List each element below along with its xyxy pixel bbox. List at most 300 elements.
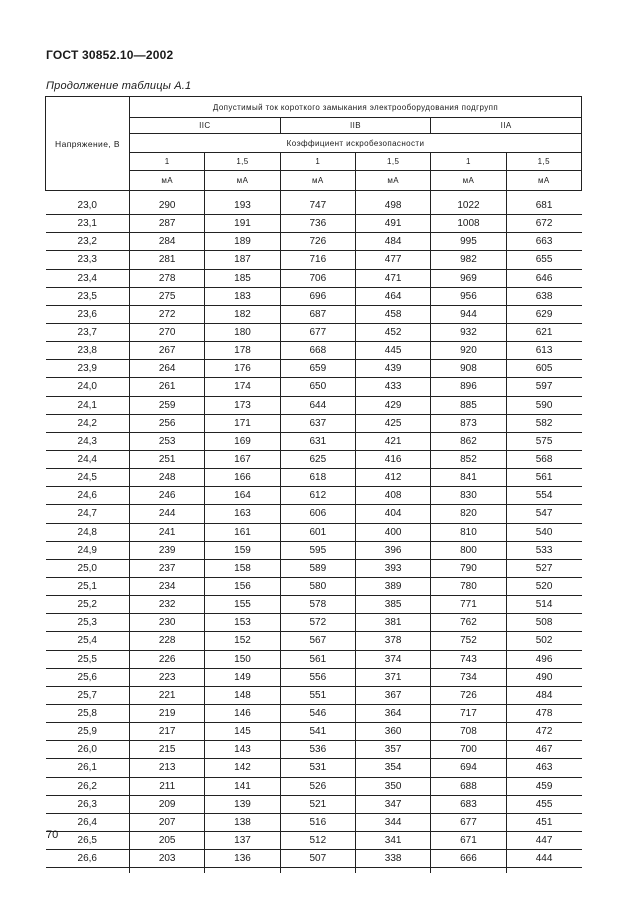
table-row: [46, 360, 582, 378]
current-cell: 790: [431, 559, 506, 577]
current-cell: 455: [506, 795, 581, 813]
table-row: [46, 759, 582, 777]
document-title: ГОСТ 30852.10—2002: [46, 48, 174, 62]
current-cell: 244: [130, 505, 205, 523]
coefficient-value: 1,5: [205, 153, 280, 171]
table-row: [46, 741, 582, 759]
current-cell: 267: [130, 342, 205, 360]
current-cell: 221: [130, 686, 205, 704]
current-cell: 1022: [431, 197, 506, 215]
voltage-cell: 23,1: [46, 215, 130, 233]
current-cell: 445: [355, 342, 430, 360]
voltage-cell: 25,3: [46, 614, 130, 632]
table-row: [46, 723, 582, 741]
current-cell: 659: [280, 360, 355, 378]
current-cell: 275: [130, 287, 205, 305]
current-cell: 156: [205, 577, 280, 595]
table-row: [46, 850, 582, 868]
current-cell: 578: [280, 596, 355, 614]
current-cell: 205: [130, 831, 205, 849]
current-cell: 780: [431, 577, 506, 595]
current-cell: 726: [431, 686, 506, 704]
table-row: [46, 777, 582, 795]
current-cell: 638: [506, 287, 581, 305]
current-cell: 969: [431, 269, 506, 287]
table-row: [46, 197, 582, 215]
current-cell: 747: [280, 197, 355, 215]
table-row: [46, 505, 582, 523]
voltage-cell: 25,2: [46, 596, 130, 614]
table-row: [46, 378, 582, 396]
current-cell: 223: [130, 668, 205, 686]
current-cell: 663: [506, 233, 581, 251]
current-cell: 491: [355, 215, 430, 233]
current-cell: 284: [130, 233, 205, 251]
current-cell: 433: [355, 378, 430, 396]
current-cell: 187: [205, 251, 280, 269]
current-cell: 852: [431, 450, 506, 468]
current-cell: 444: [506, 850, 581, 868]
subgroup-header-iib: IIB: [280, 118, 431, 134]
table-row: [46, 831, 582, 849]
voltage-cell: 26,0: [46, 741, 130, 759]
voltage-cell: 23,0: [46, 197, 130, 215]
current-cell: 458: [355, 305, 430, 323]
current-cell: 612: [280, 487, 355, 505]
current-cell: 498: [355, 197, 430, 215]
current-cell: 471: [355, 269, 430, 287]
current-cell: 217: [130, 723, 205, 741]
voltage-cell: 25,7: [46, 686, 130, 704]
current-cell: 251: [130, 450, 205, 468]
current-cell: 708: [431, 723, 506, 741]
current-cell: 246: [130, 487, 205, 505]
voltage-cell: 26,4: [46, 813, 130, 831]
current-cell: 512: [280, 831, 355, 849]
current-cell: 232: [130, 596, 205, 614]
voltage-cell: 24,1: [46, 396, 130, 414]
current-cell: 463: [506, 759, 581, 777]
current-cell: 677: [280, 323, 355, 341]
voltage-cell: 24,7: [46, 505, 130, 523]
current-cell: 800: [431, 541, 506, 559]
current-cell: 234: [130, 577, 205, 595]
voltage-cell: 23,8: [46, 342, 130, 360]
current-cell: 484: [355, 233, 430, 251]
voltage-cell: 25,1: [46, 577, 130, 595]
table-row: [46, 450, 582, 468]
voltage-cell: 24,8: [46, 523, 130, 541]
current-cell: 367: [355, 686, 430, 704]
voltage-cell: 25,4: [46, 632, 130, 650]
current-cell: 671: [431, 831, 506, 849]
current-cell: 425: [355, 414, 430, 432]
current-cell: 650: [280, 378, 355, 396]
voltage-cell: 24,2: [46, 414, 130, 432]
current-cell: 956: [431, 287, 506, 305]
current-cell: 193: [205, 197, 280, 215]
current-cell: 421: [355, 432, 430, 450]
voltage-cell: 26,5: [46, 831, 130, 849]
current-cell: 150: [205, 650, 280, 668]
current-cell: 364: [355, 704, 430, 722]
current-cell: 514: [506, 596, 581, 614]
current-cell: 163: [205, 505, 280, 523]
current-cell: 241: [130, 523, 205, 541]
table-row: [46, 704, 582, 722]
table-row: [46, 342, 582, 360]
current-cell: 464: [355, 287, 430, 305]
current-cell: 575: [506, 432, 581, 450]
current-cell: 541: [280, 723, 355, 741]
current-cell: 396: [355, 541, 430, 559]
current-cell: 696: [280, 287, 355, 305]
current-cell: 644: [280, 396, 355, 414]
table-row: [46, 414, 582, 432]
current-cell: 932: [431, 323, 506, 341]
current-cell: 259: [130, 396, 205, 414]
current-cell: 272: [130, 305, 205, 323]
current-cell: 447: [506, 831, 581, 849]
current-cell: 873: [431, 414, 506, 432]
current-cell: 180: [205, 323, 280, 341]
current-cell: 554: [506, 487, 581, 505]
current-cell: 605: [506, 360, 581, 378]
voltage-cell: 26,3: [46, 795, 130, 813]
current-cell: 736: [280, 215, 355, 233]
current-cell: 631: [280, 432, 355, 450]
current-cell: 810: [431, 523, 506, 541]
table-row: [46, 305, 582, 323]
current-cell: 944: [431, 305, 506, 323]
current-cell: 841: [431, 469, 506, 487]
current-cell: 237: [130, 559, 205, 577]
voltage-cell: 26,2: [46, 777, 130, 795]
current-cell: 551: [280, 686, 355, 704]
page-number: 70: [46, 829, 59, 841]
current-cell: 516: [280, 813, 355, 831]
current-cell: 706: [280, 269, 355, 287]
current-cell: 261: [130, 378, 205, 396]
current-cell: 490: [506, 668, 581, 686]
current-cell: 668: [280, 342, 355, 360]
current-cell: 153: [205, 614, 280, 632]
current-cell: 618: [280, 469, 355, 487]
voltage-cell: 24,5: [46, 469, 130, 487]
coefficient-value: 1: [280, 153, 355, 171]
table-row: [46, 614, 582, 632]
table-row: [46, 432, 582, 450]
current-cell: 167: [205, 450, 280, 468]
current-cell: 178: [205, 342, 280, 360]
current-cell: 452: [355, 323, 430, 341]
current-cell: 158: [205, 559, 280, 577]
voltage-cell: 23,9: [46, 360, 130, 378]
current-cell: 717: [431, 704, 506, 722]
table-row: [46, 559, 582, 577]
current-cell: 256: [130, 414, 205, 432]
current-cell: 752: [431, 632, 506, 650]
table-row: [46, 269, 582, 287]
current-cell: 182: [205, 305, 280, 323]
voltage-cell: 25,0: [46, 559, 130, 577]
current-cell: 393: [355, 559, 430, 577]
current-cell: 613: [506, 342, 581, 360]
current-cell: 820: [431, 505, 506, 523]
current-cell: 681: [506, 197, 581, 215]
current-cell: 161: [205, 523, 280, 541]
current-cell: 734: [431, 668, 506, 686]
table-row: [46, 287, 582, 305]
voltage-cell: 24,3: [46, 432, 130, 450]
current-cell: 595: [280, 541, 355, 559]
current-cell: 219: [130, 704, 205, 722]
current-cell: 597: [506, 378, 581, 396]
current-cell: 743: [431, 650, 506, 668]
current-cell: 531: [280, 759, 355, 777]
coefficient-header: Коэффициент искробезопасности: [130, 134, 582, 153]
unit-label: мА: [130, 171, 205, 191]
voltage-cell: 26,1: [46, 759, 130, 777]
current-cell: 416: [355, 450, 430, 468]
current-cell: 211: [130, 777, 205, 795]
table-row: [46, 469, 582, 487]
voltage-cell: 25,5: [46, 650, 130, 668]
current-cell: 439: [355, 360, 430, 378]
current-cell: 862: [431, 432, 506, 450]
current-cell: 173: [205, 396, 280, 414]
table-row: [46, 686, 582, 704]
current-cell: 1008: [431, 215, 506, 233]
current-cell: 527: [506, 559, 581, 577]
current-cell: 290: [130, 197, 205, 215]
current-cell: 264: [130, 360, 205, 378]
current-cell: 526: [280, 777, 355, 795]
current-cell: 341: [355, 831, 430, 849]
voltage-cell: 25,8: [46, 704, 130, 722]
current-cell: 536: [280, 741, 355, 759]
current-cell: 655: [506, 251, 581, 269]
coefficient-value: 1: [130, 153, 205, 171]
current-cell: 149: [205, 668, 280, 686]
current-cell: 666: [431, 850, 506, 868]
subgroup-header-iia: IIA: [431, 118, 582, 134]
current-cell: 995: [431, 233, 506, 251]
current-cell: 637: [280, 414, 355, 432]
current-cell: 408: [355, 487, 430, 505]
current-cell: 174: [205, 378, 280, 396]
current-cell: 141: [205, 777, 280, 795]
current-cell: 189: [205, 233, 280, 251]
voltage-column-header: Напряжение, В: [46, 97, 130, 191]
current-cell: 547: [506, 505, 581, 523]
current-cell: 451: [506, 813, 581, 831]
coefficient-value: 1: [431, 153, 506, 171]
current-cell: 338: [355, 850, 430, 868]
current-cell: 726: [280, 233, 355, 251]
current-cell: 142: [205, 759, 280, 777]
current-cell: 459: [506, 777, 581, 795]
current-cell: 601: [280, 523, 355, 541]
current-cell: 885: [431, 396, 506, 414]
current-cell: 226: [130, 650, 205, 668]
table-body: [46, 197, 582, 868]
current-cell: 908: [431, 360, 506, 378]
current-cell: 287: [130, 215, 205, 233]
current-cell: 228: [130, 632, 205, 650]
table-row: [46, 396, 582, 414]
current-cell: 771: [431, 596, 506, 614]
current-cell: 166: [205, 469, 280, 487]
current-cell: 136: [205, 850, 280, 868]
table-row: [46, 523, 582, 541]
current-cell: 374: [355, 650, 430, 668]
current-cell: 213: [130, 759, 205, 777]
voltage-cell: 24,4: [46, 450, 130, 468]
current-cell: 191: [205, 215, 280, 233]
current-cell: 677: [431, 813, 506, 831]
current-cell: 137: [205, 831, 280, 849]
current-cell: 385: [355, 596, 430, 614]
current-cell: 138: [205, 813, 280, 831]
current-cell: 590: [506, 396, 581, 414]
table-header: [46, 97, 582, 191]
current-cell: 344: [355, 813, 430, 831]
voltage-cell: 23,7: [46, 323, 130, 341]
current-cell: 185: [205, 269, 280, 287]
current-cell: 183: [205, 287, 280, 305]
current-cell: 478: [506, 704, 581, 722]
current-cell: 155: [205, 596, 280, 614]
current-cell: 357: [355, 741, 430, 759]
coefficient-value: 1,5: [355, 153, 430, 171]
current-cell: 164: [205, 487, 280, 505]
current-cell: 350: [355, 777, 430, 795]
current-cell: 556: [280, 668, 355, 686]
current-cell: 404: [355, 505, 430, 523]
table-spacer: [46, 868, 582, 874]
current-cell: 400: [355, 523, 430, 541]
table-row: [46, 215, 582, 233]
current-cell: 646: [506, 269, 581, 287]
current-cell: 169: [205, 432, 280, 450]
current-cell: 700: [431, 741, 506, 759]
current-cell: 278: [130, 269, 205, 287]
voltage-cell: 23,4: [46, 269, 130, 287]
current-cell: 215: [130, 741, 205, 759]
table-row: [46, 577, 582, 595]
current-cell: 572: [280, 614, 355, 632]
current-cell: 920: [431, 342, 506, 360]
current-cell: 176: [205, 360, 280, 378]
current-cell: 502: [506, 632, 581, 650]
current-cell: 381: [355, 614, 430, 632]
voltage-cell: 26,6: [46, 850, 130, 868]
current-cell: 540: [506, 523, 581, 541]
current-cell: 520: [506, 577, 581, 595]
current-cell: 896: [431, 378, 506, 396]
current-cell: 507: [280, 850, 355, 868]
current-cell: 371: [355, 668, 430, 686]
current-cell: 145: [205, 723, 280, 741]
table-row: [46, 323, 582, 341]
current-cell: 354: [355, 759, 430, 777]
current-cell: 467: [506, 741, 581, 759]
current-cell: 589: [280, 559, 355, 577]
current-cell: 472: [506, 723, 581, 741]
current-cell: 546: [280, 704, 355, 722]
current-cell: 171: [205, 414, 280, 432]
voltage-cell: 23,5: [46, 287, 130, 305]
current-cell: 207: [130, 813, 205, 831]
table-row: [46, 233, 582, 251]
current-cell: 688: [431, 777, 506, 795]
current-cell: 412: [355, 469, 430, 487]
current-cell: 253: [130, 432, 205, 450]
current-cell: 378: [355, 632, 430, 650]
voltage-cell: 25,6: [46, 668, 130, 686]
current-cell: 533: [506, 541, 581, 559]
current-cell: 561: [280, 650, 355, 668]
current-cell: 830: [431, 487, 506, 505]
current-table: [45, 96, 582, 873]
current-cell: 230: [130, 614, 205, 632]
voltage-cell: 24,6: [46, 487, 130, 505]
current-cell: 582: [506, 414, 581, 432]
coefficient-value: 1,5: [506, 153, 581, 171]
current-cell: 496: [506, 650, 581, 668]
current-cell: 567: [280, 632, 355, 650]
current-cell: 629: [506, 305, 581, 323]
current-cell: 521: [280, 795, 355, 813]
current-cell: 484: [506, 686, 581, 704]
current-cell: 477: [355, 251, 430, 269]
table-row: [46, 813, 582, 831]
table-row: [46, 668, 582, 686]
group-header: Допустимый ток короткого замыкания электрооборудования подгрупп: [130, 97, 582, 118]
current-cell: 683: [431, 795, 506, 813]
current-cell: 672: [506, 215, 581, 233]
current-cell: 694: [431, 759, 506, 777]
current-cell: 360: [355, 723, 430, 741]
table-row: [46, 251, 582, 269]
unit-label: мА: [280, 171, 355, 191]
current-cell: 209: [130, 795, 205, 813]
current-cell: 146: [205, 704, 280, 722]
current-cell: 561: [506, 469, 581, 487]
unit-label: мА: [205, 171, 280, 191]
current-cell: 347: [355, 795, 430, 813]
current-cell: 203: [130, 850, 205, 868]
voltage-cell: 23,2: [46, 233, 130, 251]
current-cell: 139: [205, 795, 280, 813]
current-cell: 239: [130, 541, 205, 559]
current-cell: 762: [431, 614, 506, 632]
table-row: [46, 632, 582, 650]
current-cell: 159: [205, 541, 280, 559]
current-cell: 143: [205, 741, 280, 759]
table-row: [46, 541, 582, 559]
voltage-cell: 24,9: [46, 541, 130, 559]
unit-label: мА: [506, 171, 581, 191]
current-cell: 625: [280, 450, 355, 468]
current-cell: 716: [280, 251, 355, 269]
unit-label: мА: [431, 171, 506, 191]
voltage-cell: 24,0: [46, 378, 130, 396]
current-cell: 508: [506, 614, 581, 632]
current-cell: 982: [431, 251, 506, 269]
voltage-cell: 25,9: [46, 723, 130, 741]
